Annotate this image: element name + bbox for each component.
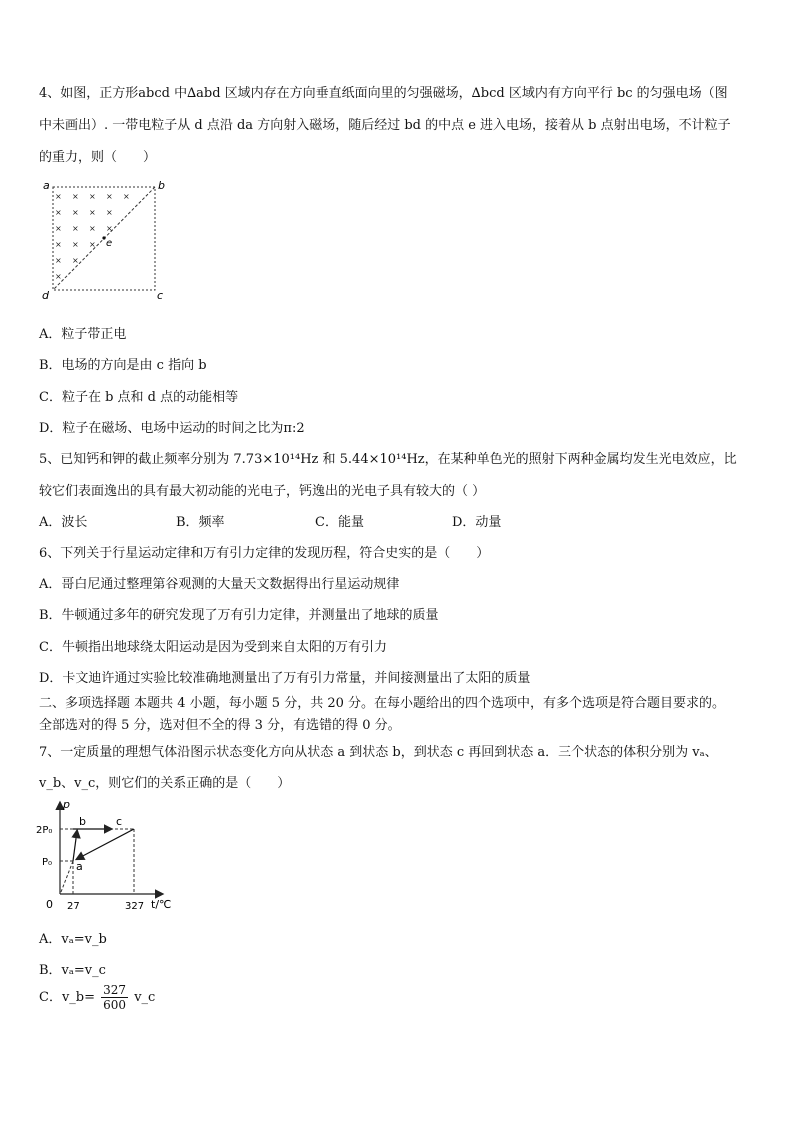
svg-text:×: × [123, 192, 130, 201]
q4-option-c: C．粒子在 b 点和 d 点的动能相等 [39, 390, 239, 405]
point-b-label: b [79, 815, 86, 828]
svg-text:×: × [55, 208, 62, 217]
x-axis-label: t/℃ [151, 898, 172, 911]
q7-option-c [39, 983, 155, 1012]
svg-text:×: × [89, 224, 96, 233]
dashed-origin-line [61, 861, 73, 892]
q7-option-a: A．vₐ=v_b [39, 932, 107, 947]
point-a-label: a [76, 860, 83, 873]
y-tick-2p0: 2P₀ [36, 825, 53, 836]
svg-text:×: × [55, 272, 62, 281]
q5-option-b: B．频率 [176, 515, 225, 530]
label-d: d [42, 289, 49, 302]
svg-text:×: × [106, 192, 113, 201]
svg-text:×: × [72, 240, 79, 249]
q4-option-d: D．粒子在磁场、电场中运动的时间之比为π:2 [39, 421, 305, 436]
q7-stem-line2: v_b、v_c，则它们的关系正确的是（ ） [39, 776, 291, 791]
origin-label: 0 [46, 898, 53, 911]
y-axis-label: p [63, 798, 70, 811]
q5-option-c: C．能量 [315, 515, 364, 530]
svg-text:×: × [106, 224, 113, 233]
y-tick-p0: P₀ [42, 857, 53, 868]
q6-option-d: D．卡文迪许通过实验比较准确地测量出了万有引力常量，并间接测量出了太阳的质量 [39, 671, 531, 686]
q7-option-c-suffix: v_c [134, 990, 156, 1005]
svg-text:×: × [89, 192, 96, 201]
q6-option-b: B．牛顿通过多年的研究发现了万有引力定律，并测量出了地球的质量 [39, 608, 439, 623]
process-c-to-a [77, 829, 134, 859]
q5-stem-line1: 5、已知钙和钾的截止频率分别为 7.73×10¹⁴Hz 和 5.44×10¹⁴Hz，在某种单色光的照射下两种金属均发生光电效应，比 [39, 452, 737, 467]
point-c-label: c [116, 815, 123, 828]
section2-instructions-line2: 全部选对的得 5 分，选对但不全的得 3 分，有选错的得 0 分。 [39, 718, 401, 733]
label-e: e [106, 238, 113, 249]
label-b: b [158, 179, 165, 192]
q6-option-a: A．哥白尼通过整理第谷观测的大量天文数据得出行星运动规律 [39, 577, 400, 592]
svg-text:×: × [72, 192, 79, 201]
q5-stem-line2: 较它们表面逸出的具有最大初动能的光电子，钙逸出的光电子具有较大的（ ） [39, 484, 486, 499]
svg-text:×: × [72, 208, 79, 217]
q6-stem: 6、下列关于行星运动定律和万有引力定律的发现历程，符合史实的是（ ） [39, 546, 490, 561]
x-tick-27: 27 [67, 901, 80, 912]
svg-text:×: × [55, 192, 62, 201]
svg-text:×: × [55, 240, 62, 249]
label-c: c [157, 289, 164, 302]
q4-stem-line1: 4、如图，正方形abcd 中∆abd 区域内存在方向垂直纸面向里的匀强磁场，∆bcd 区域内有方向平行 bc 的匀强电场（图 [39, 86, 728, 101]
magnetic-field-crosses [55, 192, 130, 281]
q4-stem-line3: 的重力，则（ ） [39, 150, 157, 165]
svg-text:×: × [89, 240, 96, 249]
q7-pt-graph [34, 797, 184, 915]
q4-stem-line2: 中未画出）. 一带电粒子从 d 点沿 da 方向射入磁场，随后经过 bd 的中点 e 进入电场，接着从 b 点射出电场，不计粒子 [39, 118, 731, 133]
fraction-numerator: 327 [103, 983, 127, 997]
q7-option-b: B．vₐ=v_c [39, 963, 106, 978]
svg-text:×: × [106, 208, 113, 217]
svg-text:×: × [72, 224, 79, 233]
process-a-to-b [73, 831, 77, 861]
svg-text:×: × [89, 208, 96, 217]
label-a: a [43, 179, 50, 192]
svg-text:×: × [55, 224, 62, 233]
svg-text:×: × [72, 256, 79, 265]
q7-option-c-prefix: C．v_b= [39, 990, 96, 1005]
q7-stem-line1: 7、一定质量的理想气体沿图示状态变化方向从状态 a 到状态 b，到状态 c 再回到状态 a．三个状态的体积分别为 vₐ、 [39, 745, 718, 760]
q4-option-b: B．电场的方向是由 c 指向 b [39, 358, 207, 373]
q4-option-a: A．粒子带正电 [39, 327, 127, 342]
x-tick-327: 327 [125, 901, 145, 912]
fraction-denominator: 600 [103, 998, 127, 1012]
section2-instructions-line1: 二、多项选择题 本题共 4 小题，每小题 5 分，共 20 分。在每小题给出的四个选项中，有多个选项是符合题目要求的。 [39, 696, 726, 711]
svg-text:×: × [55, 256, 62, 265]
q5-option-a: A．波长 [39, 515, 88, 530]
q6-option-c: C．牛顿指出地球绕太阳运动是因为受到来自太阳的万有引力 [39, 640, 387, 655]
q4-figure-square [38, 178, 173, 303]
q5-option-d: D．动量 [452, 515, 502, 530]
q7-option-c-fraction [101, 983, 128, 1012]
